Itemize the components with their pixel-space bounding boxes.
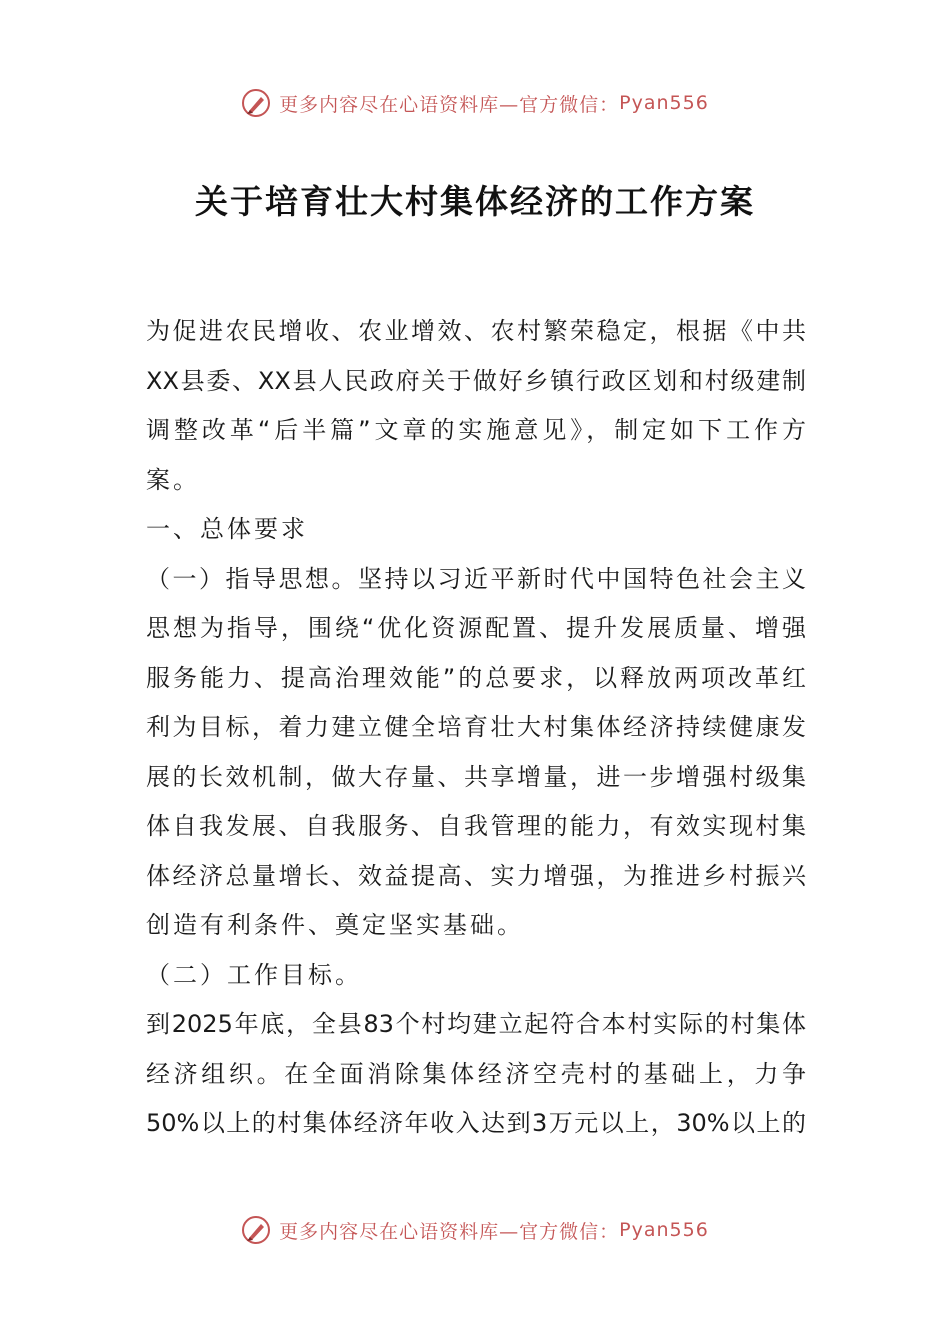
watermark-text: 更多内容尽在心语资料库—官方微信： [279,1220,620,1243]
text-line: 50%以上的村集体经济年收入达到3万元以上，30%以上的 [146,1109,806,1137]
text-line: 思想为指导，围绕“优化资源配置、提升发展质量、增强 [146,614,806,642]
text-line: 到2025年底，全县83个村均建立起符合本村实际的村集体 [146,1010,806,1038]
text-line: 创造有利条件、奠定坚实基础。 [146,911,524,939]
watermark-wechat-id: Pyan556 [619,1219,709,1241]
text-line: 经济组织。在全面消除集体经济空壳村的基础上，力争 [146,1059,806,1088]
document-title: 关于培育壮大村集体经济的工作方案 [195,182,755,221]
watermark-footer [0,1210,950,1250]
section-heading: 一、总体要求 [146,515,308,543]
text-line: 为促进农民增收、农业增效、农村繁荣稳定，根据《中共 [146,317,806,345]
text-line: （一）指导思想。坚持以习近平新时代中国特色社会主义 [146,564,806,593]
text-line: 服务能力、提高治理效能”的总要求，以释放两项改革红 [146,663,806,692]
text-line: 调整改革“后半篇”文章的实施意见》，制定如下工作方 [146,416,806,444]
watermark-wechat-id: Pyan556 [619,92,709,114]
pen-logo-icon [241,88,271,118]
text-line: 展的长效机制，做大存量、共享增量，进一步增强村级集 [146,762,806,791]
watermark-text: 更多内容尽在心语资料库—官方微信： [279,93,620,116]
subsection-heading: （二）工作目标。 [146,960,362,989]
text-line: XX县委、XX县人民政府关于做好乡镇行政区划和村级建制 [146,366,806,395]
text-line: 体自我发展、自我服务、自我管理的能力，有效实现村集 [146,812,806,840]
text-line: 利为目标，着力建立健全培育壮大村集体经济持续健康发 [146,713,806,741]
text-line: 案。 [146,465,200,494]
pen-logo-icon [241,1215,271,1245]
document-body [146,307,806,1149]
text-line: 体经济总量增长、效益提高、实力增强，为推进乡村振兴 [146,861,806,890]
watermark-header [0,83,950,123]
